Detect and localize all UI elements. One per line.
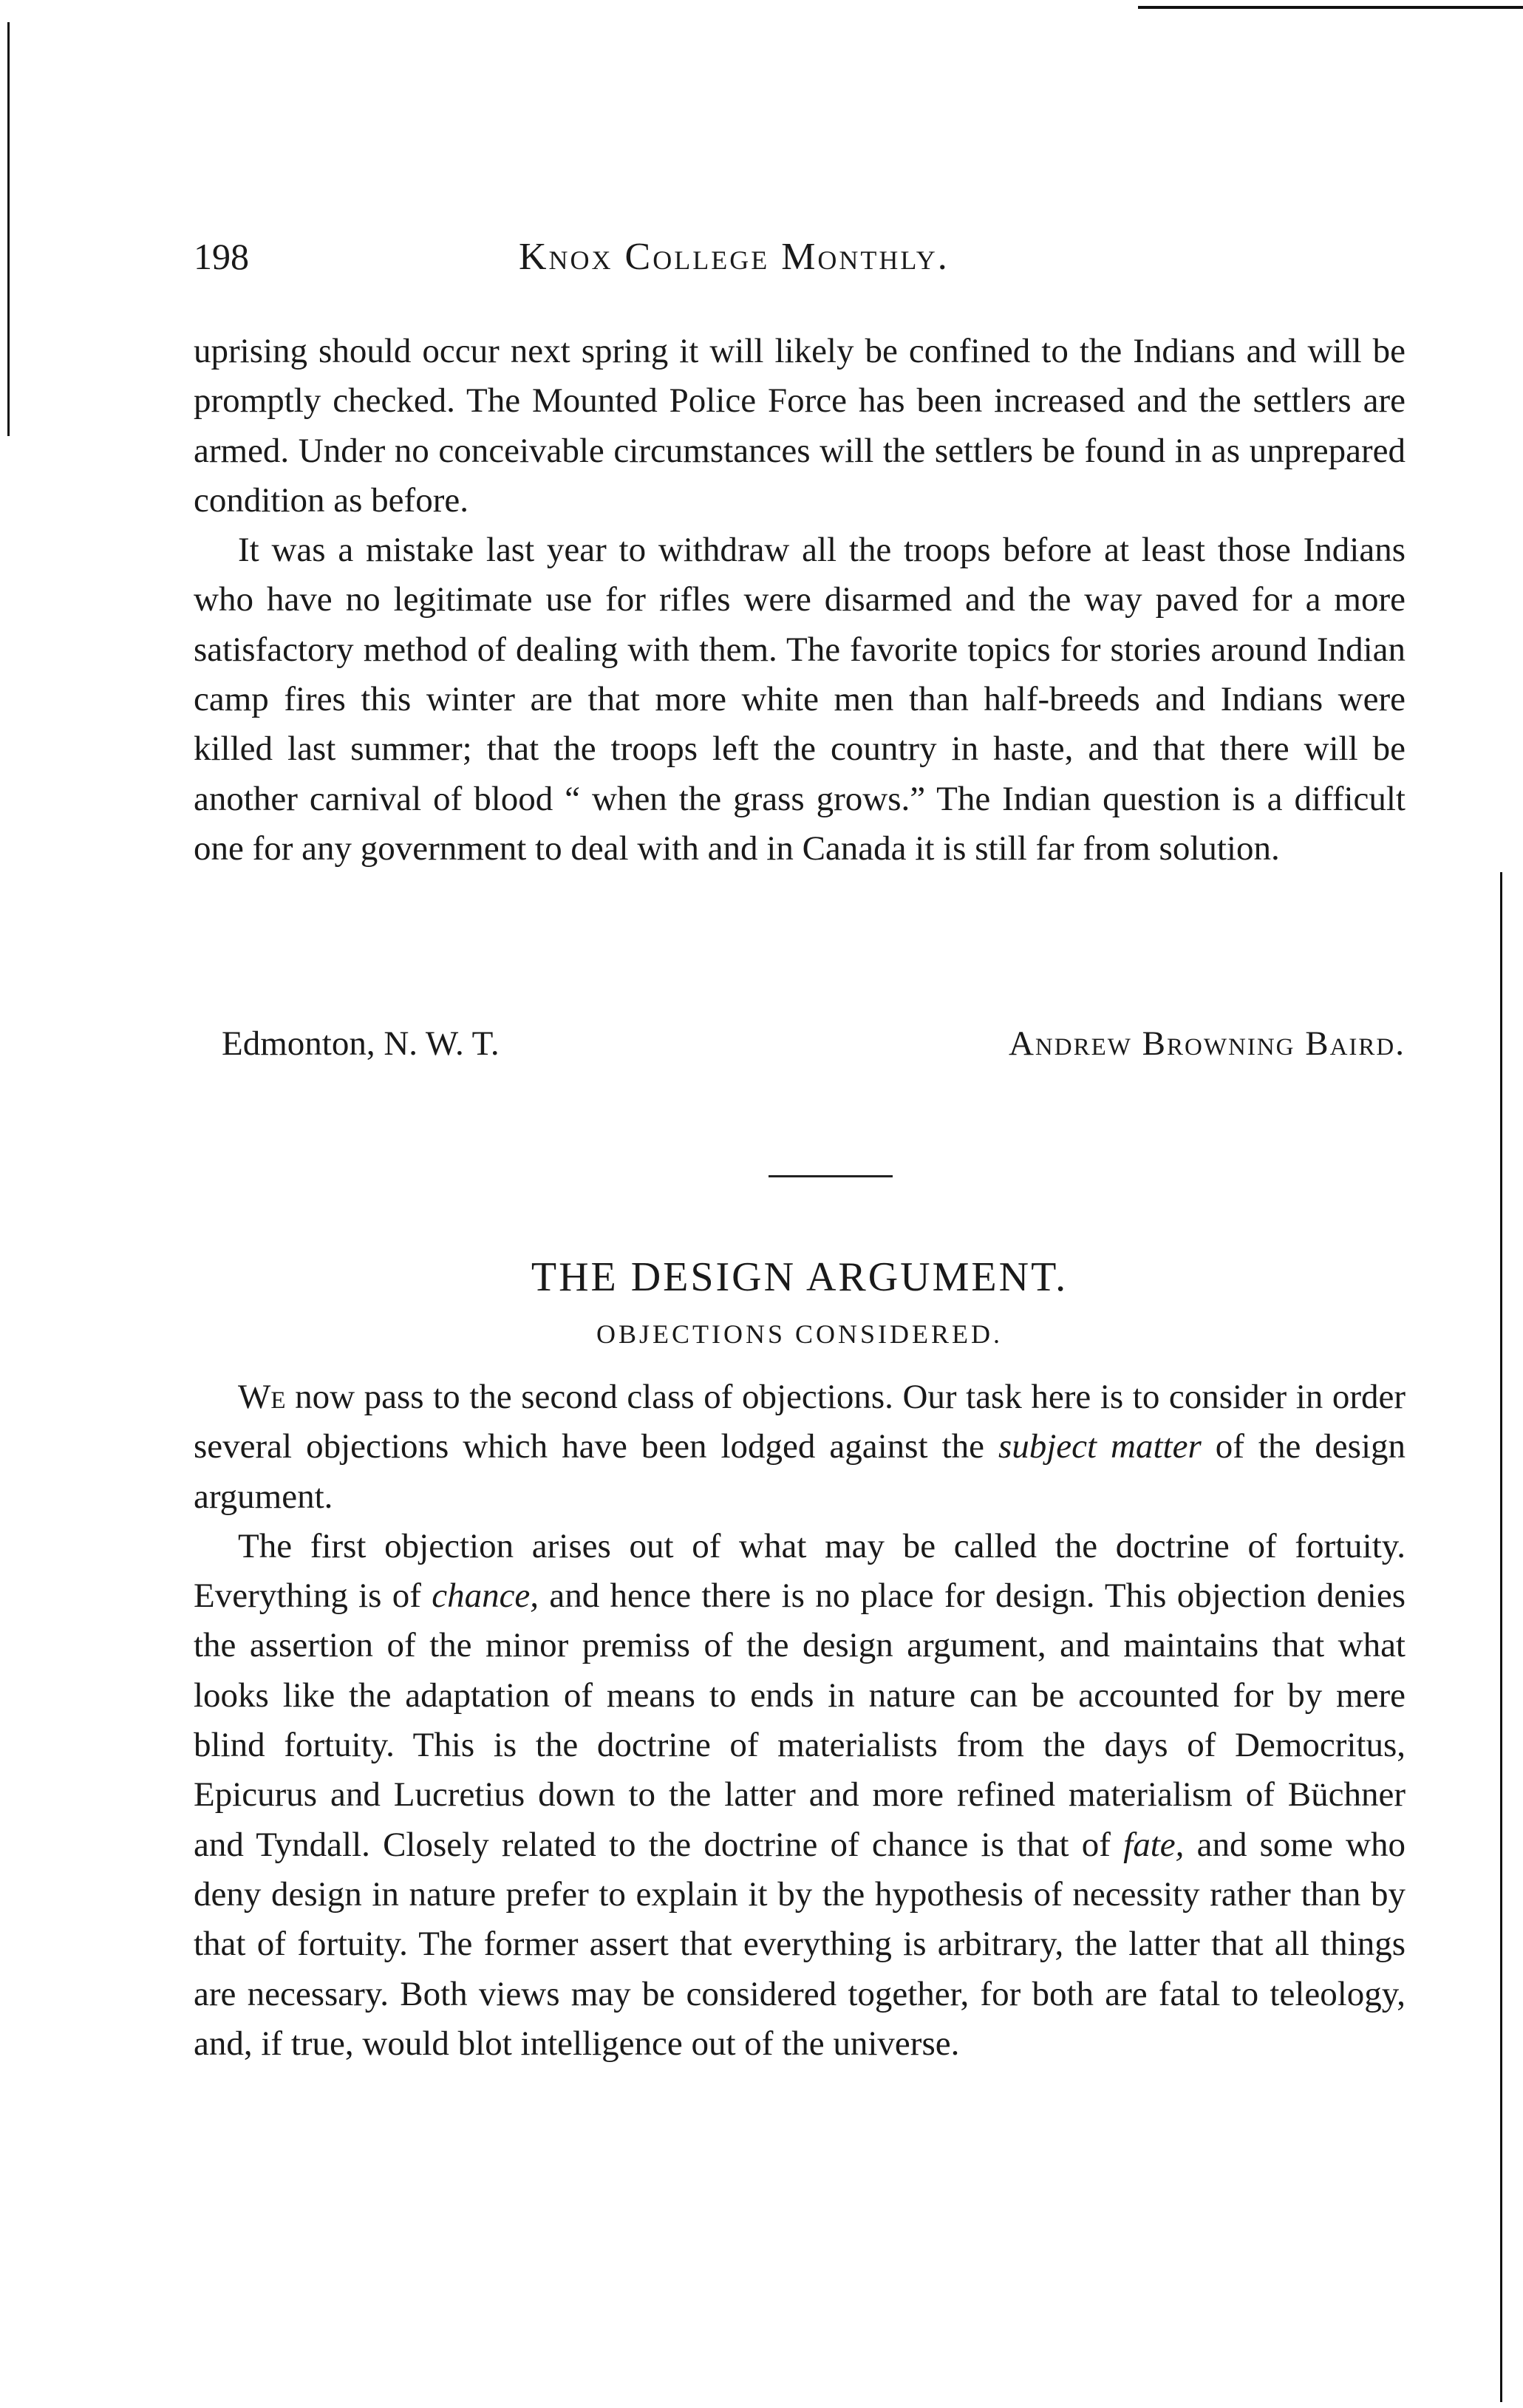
- text-run: and hence there is no place for design. This objection denies the assertion of the minor premiss of the design argument, and maintains that what looks like the adaptation of means to ends in nature can be accounted for by mere blind fortuity. This is the doctrine of materialists from the days of Democritus, Epicurus and Lucretius down to the latter and more refined materialism of Büchner and Tyndall. Closely related to the doctrine of chance is that of: [194, 1577, 1406, 1864]
- article-subtitle: OBJECTIONS CONSIDERED.: [596, 1319, 1004, 1349]
- running-title: Knox College Monthly.: [519, 236, 950, 278]
- section-1-paragraph-2: It was a mistake last year to withdraw all the troops before at least those Indians who have no legitimate use for rifles were disarmed and the way paved for a more satisfactory method of dealing with them. The favorite topics for stories around Indian camp fires this winter are that more white men than half-breeds and Indians were killed last summer; that the troops left the country in haste, and that there will be another carnival of blood “ when the grass grows.” The Indian question is a difficult one for any government to deal with and in Canada it is still far from solution.: [194, 531, 1406, 868]
- article-paragraph-2: [194, 1522, 1406, 2069]
- page-header: [194, 235, 1406, 294]
- lead-word: We: [238, 1378, 286, 1416]
- article-title: THE DESIGN ARGUMENT.: [531, 1254, 1069, 1300]
- text-run: The first objection arises out of what may be called the doctrine of fortuity. Everything is of: [194, 1526, 1406, 1616]
- signature-author: Andrew Browning Baird.: [1008, 1024, 1406, 1063]
- page-number: 198: [194, 236, 249, 277]
- scan-edge-top: [1138, 6, 1523, 9]
- italic-word: chance,: [432, 1577, 539, 1616]
- text-run: of the design argument.: [194, 1427, 1406, 1516]
- signature-place: Edmonton, N. W. T.: [222, 1024, 500, 1063]
- text-run: now pass to the second class of objections. Our task here is to consider in order several objections which have been lodged against the: [194, 1378, 1406, 1466]
- scan-edge-right: [1500, 872, 1502, 2402]
- section-separator: [769, 1175, 893, 1177]
- text-run: and some who deny design in nature prefer to explain it by the hypothesis of necessity rather than by that of fortuity. The former assert that everything is arbitrary, the latter that all things are necessary. Both views may be considered together, for both are fatal to teleology, and, if true, would blot intelligence out of the universe.: [194, 1825, 1406, 2063]
- italic-word: fate,: [1123, 1825, 1185, 1864]
- article-text: [194, 1373, 1406, 2069]
- italic-phrase: subject matter: [998, 1427, 1202, 1466]
- scan-edge-left: [7, 22, 10, 436]
- article-paragraph-1: [194, 1373, 1406, 1522]
- section-1-paragraph-1: uprising should occur next spring it will likely be confined to the Indians and will be promptly checked. The Mounted Police Force has been increased and the settlers are armed. Under no conceivable circumstances will the settlers be found in as unprepared condition as before.: [194, 332, 1406, 520]
- section-1-text: [194, 327, 1406, 874]
